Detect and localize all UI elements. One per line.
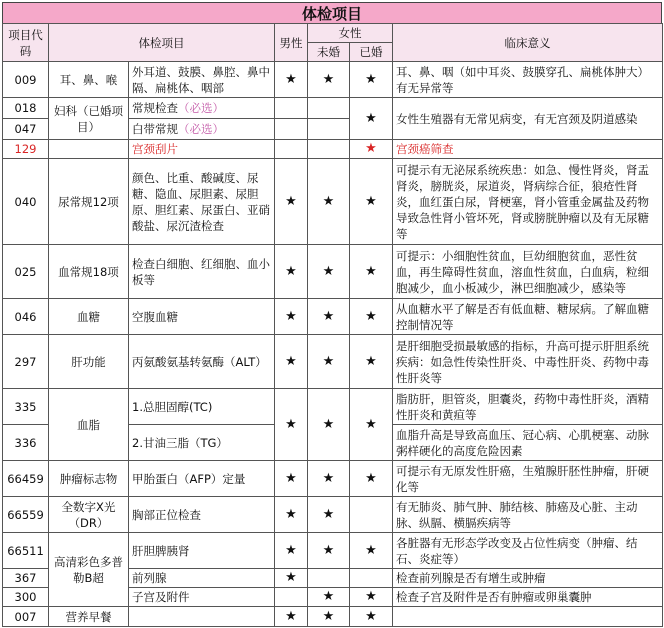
- item-code: 046: [3, 299, 49, 335]
- married-star: ★: [350, 533, 393, 569]
- header-item: 体检项目: [49, 24, 275, 62]
- item-detail: 肝胆脾胰肾: [129, 533, 275, 569]
- item-detail: 胸部正位检查: [129, 497, 275, 533]
- male-star: ★: [275, 389, 308, 461]
- item-category: 尿常规12项: [49, 159, 129, 245]
- item-meaning: 可提示：小细胞性贫血，巨幼细胞贫血，恶性贫血，再生障碍性贫血，溶血性贫血，白血病，粒细胞减少，血小板减少，淋巴细胞减少，感染等: [393, 245, 663, 299]
- married-star: ★: [350, 245, 393, 299]
- item-meaning: 检查子宫及附件是否有肿瘤或卵巢囊肿: [393, 588, 663, 607]
- item-code: 009: [3, 62, 49, 98]
- header-unmarried: 未婚: [308, 43, 350, 62]
- table-row: [3, 335, 663, 389]
- unmarried-star: ★: [308, 159, 350, 245]
- married-star: ★: [350, 299, 393, 335]
- item-detail: 空腹血糖: [129, 299, 275, 335]
- item-code: 300: [3, 588, 49, 607]
- item-detail: 颜色、比重、酸碱度、尿糖、隐血、尿胆素、尿胆原、胆红素、尿蛋白、亚硝酸盐、尿沉渣检查: [129, 159, 275, 245]
- item-code: 367: [3, 569, 49, 588]
- item-detail-text: 白带常规: [132, 122, 178, 136]
- item-detail: [129, 119, 275, 140]
- unmarried-star: ★: [308, 245, 350, 299]
- table-row: [3, 62, 663, 98]
- item-code: 007: [3, 607, 49, 627]
- married-star: ★: [350, 159, 393, 245]
- male-star: ★: [275, 607, 308, 627]
- item-detail: 宫颈刮片: [129, 140, 275, 159]
- item-code: 335: [3, 389, 49, 425]
- table-row: [3, 461, 663, 497]
- table-header-row: [3, 24, 663, 43]
- item-category: 血糖: [49, 299, 129, 335]
- item-code: 66511: [3, 533, 49, 569]
- item-meaning: 各脏器有无形态学改变及占位性病变（肿瘤、结石、炎症等）: [393, 533, 663, 569]
- item-code: 66559: [3, 497, 49, 533]
- male-star: ★: [275, 299, 308, 335]
- item-category: 肿瘤标志物: [49, 461, 129, 497]
- married-empty: [350, 569, 393, 588]
- male-star: ★: [275, 245, 308, 299]
- item-meaning: 可提示有无原发性肝癌，生殖腺肝胚性肿瘤，肝硬化等: [393, 461, 663, 497]
- male-empty: [275, 98, 308, 119]
- header-code: 项目代码: [3, 24, 49, 62]
- exam-items-table: [2, 23, 663, 627]
- item-category: 耳、鼻、喉: [49, 62, 129, 98]
- item-meaning-empty: [393, 607, 663, 627]
- table-row: [3, 607, 663, 627]
- item-category: 营养早餐: [49, 607, 129, 627]
- item-meaning: 耳、鼻、咽（如中耳炎、鼓膜穿孔、扁桃体肿大）有无异常等: [393, 62, 663, 98]
- table-row: [3, 497, 663, 533]
- unmarried-star: ★: [308, 335, 350, 389]
- married-star: ★: [350, 588, 393, 607]
- item-meaning: 宫颈癌筛查: [393, 140, 663, 159]
- item-meaning: 女性生殖器有无常见病变，有无宫颈及阴道感染: [393, 98, 663, 140]
- required-note: （必选）: [178, 122, 224, 136]
- unmarried-star: ★: [308, 588, 350, 607]
- unmarried-empty: [308, 569, 350, 588]
- table-row: [3, 98, 663, 119]
- item-detail: 前列腺: [129, 569, 275, 588]
- married-star: ★: [350, 461, 393, 497]
- unmarried-empty: [308, 98, 350, 119]
- male-empty: [275, 140, 308, 159]
- item-meaning: 脂肪肝，胆管炎，胆囊炎，药物中毒性肝炎，酒精性肝炎和黄疸等: [393, 389, 663, 425]
- unmarried-star: ★: [308, 533, 350, 569]
- unmarried-star: ★: [308, 497, 350, 533]
- married-empty: [350, 497, 393, 533]
- male-star: ★: [275, 569, 308, 588]
- item-code: 129: [3, 140, 49, 159]
- male-star: ★: [275, 335, 308, 389]
- item-detail: 丙氨酸氨基转氨酶（ALT）: [129, 335, 275, 389]
- required-note: （必选）: [178, 101, 224, 115]
- header-male: 男性: [275, 24, 308, 62]
- unmarried-star: ★: [308, 607, 350, 627]
- table-row: [3, 245, 663, 299]
- male-star: ★: [275, 533, 308, 569]
- item-detail: 外耳道、鼓膜、鼻腔、鼻中隔、扁桃体、咽部: [129, 62, 275, 98]
- male-star: ★: [275, 62, 308, 98]
- item-code: 047: [3, 119, 49, 140]
- male-star: ★: [275, 461, 308, 497]
- item-detail: 甲胎蛋白（AFP）定量: [129, 461, 275, 497]
- item-category: 血常规18项: [49, 245, 129, 299]
- item-detail: [129, 98, 275, 119]
- married-star: ★: [350, 62, 393, 98]
- unmarried-star: ★: [308, 62, 350, 98]
- unmarried-empty: [308, 140, 350, 159]
- item-meaning: 是肝细胞受损最敏感的指标，升高可提示肝胆系统疾病：如急性传染性肝炎、中毒性肝炎、药物中毒性肝炎等: [393, 335, 663, 389]
- male-star: ★: [275, 497, 308, 533]
- male-empty: [275, 119, 308, 140]
- table-row: [3, 533, 663, 569]
- unmarried-star: ★: [308, 461, 350, 497]
- item-meaning: 从血糖水平了解是否有低血糖、糖尿病。了解血糖控制情况等: [393, 299, 663, 335]
- item-meaning: 检查前列腺是否有增生或肿瘤: [393, 569, 663, 588]
- header-married: 已婚: [350, 43, 393, 62]
- table-row: [3, 140, 663, 159]
- item-code: 025: [3, 245, 49, 299]
- male-empty: [275, 588, 308, 607]
- item-meaning: 可提示有无泌尿系统疾患：如急、慢性肾炎，肾盂肾炎，膀胱炎，尿道炎，肾病综合征，狼疮性肾炎，血红蛋白尿，肾梗塞，肾小管重金属盐及药物导致急性肾小管坏死，肾或膀胱肿瘤以及有无尿糖等: [393, 159, 663, 245]
- page-title: 体检项目: [2, 2, 662, 24]
- table-row: [3, 389, 663, 425]
- item-category: 肝功能: [49, 335, 129, 389]
- unmarried-star: ★: [308, 389, 350, 461]
- item-detail: 子宫及附件: [129, 588, 275, 607]
- item-code: 66459: [3, 461, 49, 497]
- item-detail-empty: [129, 607, 275, 627]
- item-detail: 1.总胆固醇(TC): [129, 389, 275, 425]
- item-detail-text: 常规检查: [132, 101, 178, 115]
- header-female: 女性: [308, 24, 393, 43]
- item-category-empty: [49, 140, 129, 159]
- item-meaning: 血脂升高是导致高血压、冠心病、心肌梗塞、动脉粥样硬化的高度危险因素: [393, 425, 663, 461]
- married-star: ★: [350, 607, 393, 627]
- item-category: 高清彩色多普勒B超: [49, 533, 129, 607]
- item-detail: 2.甘油三脂（TG）: [129, 425, 275, 461]
- male-star: ★: [275, 159, 308, 245]
- married-star: ★: [350, 98, 393, 140]
- item-meaning: 有无肺炎、肺气肿、肺结核、肺癌及心脏、主动脉、纵膈、横膈疾病等: [393, 497, 663, 533]
- unmarried-empty: [308, 119, 350, 140]
- item-category: 全数字X光（DR）: [49, 497, 129, 533]
- unmarried-star: ★: [308, 299, 350, 335]
- item-code: 336: [3, 425, 49, 461]
- married-star: ★: [350, 335, 393, 389]
- item-code: 297: [3, 335, 49, 389]
- header-meaning: 临床意义: [393, 24, 663, 62]
- married-star: ★: [350, 140, 393, 159]
- item-category: 妇科（已婚项目）: [49, 98, 129, 140]
- item-code: 040: [3, 159, 49, 245]
- item-detail: 检查白细胞、红细胞、血小板等: [129, 245, 275, 299]
- married-star: ★: [350, 389, 393, 461]
- table-row: [3, 299, 663, 335]
- table-row: [3, 159, 663, 245]
- item-code: 018: [3, 98, 49, 119]
- item-category: 血脂: [49, 389, 129, 461]
